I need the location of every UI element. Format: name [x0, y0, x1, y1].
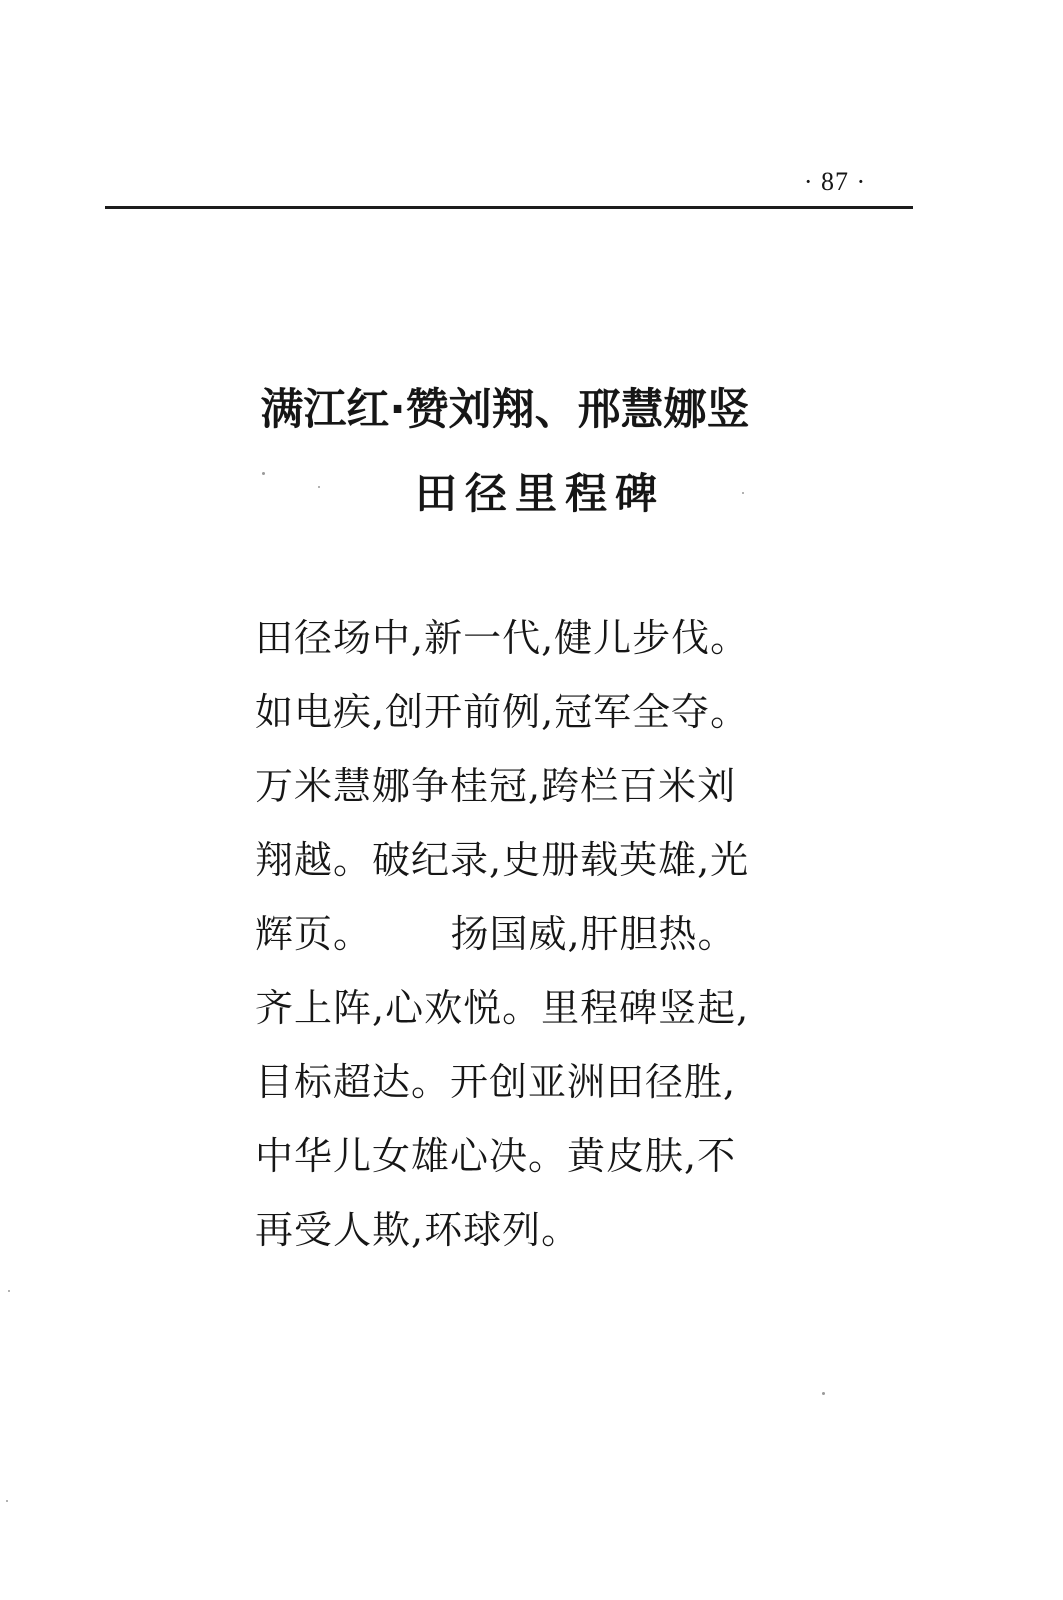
scan-speck	[262, 472, 265, 475]
poem-line: 齐上阵,心欢悦。里程碑竖起,	[255, 986, 750, 1030]
scan-speck	[8, 1290, 10, 1292]
poem-line: 再受人欺,环球列。	[255, 1208, 581, 1252]
scan-speck	[742, 492, 744, 494]
poem-line: 田径场中,新一代,健儿步伐。	[255, 616, 750, 660]
scan-speck	[822, 1392, 825, 1395]
poem-line: 万米慧娜争桂冠,跨栏百米刘	[255, 764, 737, 808]
poem-line: 中华儿女雄心决。黄皮肤,不	[255, 1134, 737, 1178]
header-rule	[105, 206, 913, 209]
poem-line: 辉页。 扬国威,肝胆热。	[255, 912, 737, 956]
poem-line: 目标超达。开创亚洲田径胜,	[255, 1060, 737, 1104]
poem-line: 如电疾,创开前例,冠军全夺。	[255, 690, 750, 734]
scan-speck	[6, 1500, 8, 1502]
scan-speck	[318, 486, 320, 488]
poem-subtitle: 田径里程碑	[415, 469, 666, 518]
page-number: · 87 ·	[803, 167, 867, 196]
poem-body	[255, 608, 815, 1274]
poem-line: 翔越。破纪录,史册载英雄,光	[255, 838, 750, 882]
poem-title: 满江红·赞刘翔、邢慧娜竖	[260, 385, 750, 435]
